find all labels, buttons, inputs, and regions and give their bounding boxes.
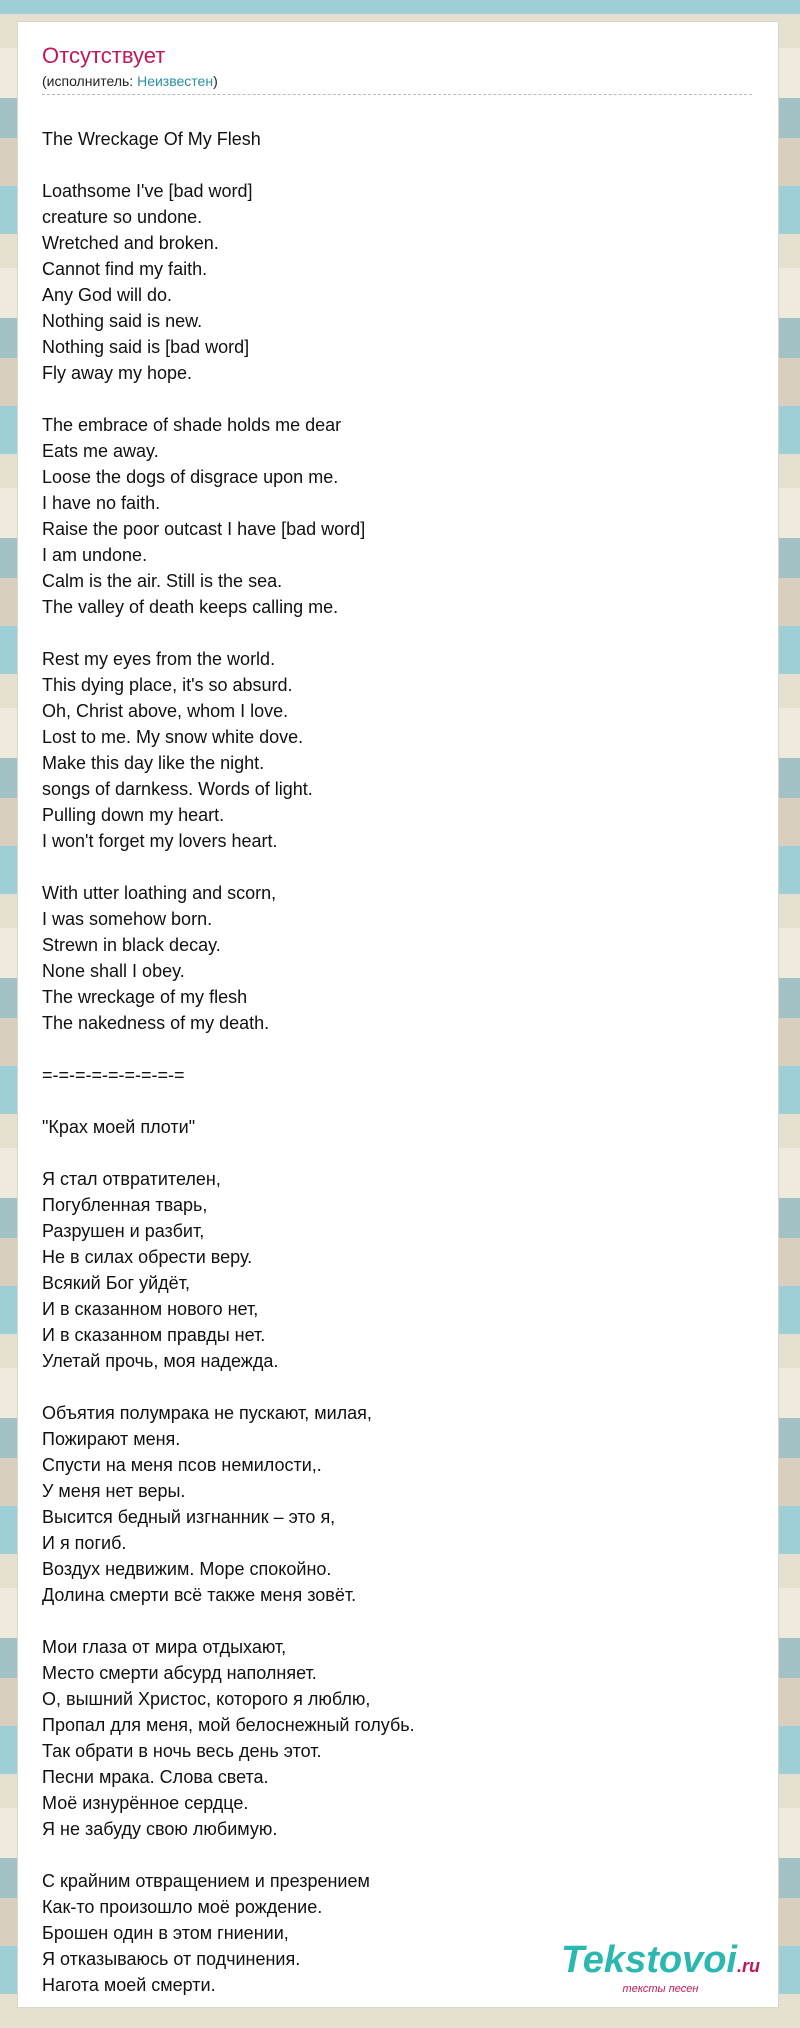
lyric-line: I am undone. [42, 545, 148, 565]
lyric-line: Cannot find my faith. [42, 259, 208, 279]
lyric-line: Разрушен и разбит, [42, 1221, 205, 1241]
lyric-line: "Крах моей плоти" [42, 1117, 196, 1137]
lyric-line: Calm is the air. Still is the sea. [42, 571, 283, 591]
lyric-line: Моё изнурённое сердце. [42, 1793, 249, 1813]
lyric-line: Как-то произошло моё рождение. [42, 1897, 323, 1917]
lyric-line: Улетай прочь, моя надежда. [42, 1351, 279, 1371]
lyric-line: Eats me away. [42, 441, 159, 461]
lyric-line: The Wreckage Of My Flesh [42, 129, 261, 149]
lyric-line: Брошен один в этом гниении, [42, 1923, 289, 1943]
lyric-line: Strewn in black decay. [42, 935, 221, 955]
lyric-line: Погубленная тварь, [42, 1195, 208, 1215]
lyric-line: Nothing said is [bad word] [42, 337, 250, 357]
lyric-line: Не в силах обрести веру. [42, 1247, 253, 1267]
lyric-line: С крайним отвращением и презрением [42, 1871, 370, 1891]
lyric-line: Loathsome I've [bad word] [42, 181, 253, 201]
lyric-line: Raise the poor outcast I have [bad word] [42, 519, 366, 539]
lyric-line [42, 620, 762, 646]
song-header [42, 42, 752, 95]
lyric-line: Oh, Christ above, whom I love. [42, 701, 289, 721]
lyric-line: Fly away my hope. [42, 363, 193, 383]
lyric-line [42, 854, 762, 880]
lyric-line: Высится бедный изгнанник – это я, [42, 1507, 336, 1527]
lyric-line: Пропал для меня, мой белоснежный голубь. [42, 1715, 415, 1735]
lyrics-text [42, 126, 762, 1998]
lyric-line: Я отказываюсь от подчинения. [42, 1949, 301, 1969]
lyric-line: The nakedness of my death. [42, 1013, 270, 1033]
lyric-line: I won't forget my lovers heart. [42, 831, 278, 851]
lyric-line: У меня нет веры. [42, 1481, 186, 1501]
lyric-line: Спусти на меня псов немилости,. [42, 1455, 322, 1475]
site-logo[interactable] [561, 1941, 760, 1995]
lyric-line: Нагота моей смерти. [42, 1975, 216, 1995]
lyric-line: With utter loathing and scorn, [42, 883, 277, 903]
lyric-line: songs of darnkess. Words of light. [42, 779, 313, 799]
lyric-line [42, 152, 762, 178]
lyric-line: The embrace of shade holds me dear [42, 415, 342, 435]
lyric-line: Lost to me. My snow white dove. [42, 727, 304, 747]
artist-link[interactable]: Неизвестен [137, 73, 214, 89]
lyric-line: Nothing said is new. [42, 311, 203, 331]
lyric-line: Пожирают меня. [42, 1429, 181, 1449]
lyric-line: =-=-=-=-=-=-=-=-= [42, 1065, 185, 1085]
lyric-line: Wretched and broken. [42, 233, 219, 253]
lyric-line: Pulling down my heart. [42, 805, 225, 825]
lyric-line [42, 1842, 762, 1868]
song-title: Отсутствует [42, 43, 166, 68]
lyric-line: Any God will do. [42, 285, 173, 305]
lyric-line: Всякий Бог уйдёт, [42, 1273, 190, 1293]
lyrics-card [18, 22, 778, 2007]
lyric-line [42, 1608, 762, 1634]
lyric-line: I have no faith. [42, 493, 161, 513]
logo-name: Tekstovoi [561, 1939, 737, 1981]
lyric-line: Rest my eyes from the world. [42, 649, 276, 669]
logo-tld: .ru [736, 1956, 760, 1976]
artist-byline [42, 72, 752, 95]
lyric-line: Место смерти абсурд наполняет. [42, 1663, 317, 1683]
byline-prefix: (исполнитель: [42, 73, 138, 89]
logo-wordmark [561, 1941, 760, 1985]
lyric-line: Я не забуду свою любимую. [42, 1819, 278, 1839]
lyric-line: О, вышний Христос, которого я люблю, [42, 1689, 371, 1709]
lyric-line: Песни мрака. Слова света. [42, 1767, 269, 1787]
byline-suffix: ) [213, 73, 218, 89]
lyric-line [42, 386, 762, 412]
lyric-line: Make this day like the night. [42, 753, 265, 773]
lyric-line: creature so undone. [42, 207, 203, 227]
lyric-line: Я стал отвратителен, [42, 1169, 221, 1189]
lyric-line [42, 1374, 762, 1400]
lyric-line [42, 1140, 762, 1166]
lyric-line: И в сказанном нового нет, [42, 1299, 259, 1319]
logo-tagline: тексты песен [622, 1983, 699, 1995]
lyric-line: The valley of death keeps calling me. [42, 597, 339, 617]
lyric-line: The wreckage of my flesh [42, 987, 248, 1007]
lyric-line: This dying place, it's so absurd. [42, 675, 293, 695]
lyric-line [42, 1088, 762, 1114]
lyric-line: И в сказанном правды нет. [42, 1325, 266, 1345]
lyric-line: И я погиб. [42, 1533, 127, 1553]
lyric-line: Так обрати в ночь весь день этот. [42, 1741, 322, 1761]
lyric-line: Воздух недвижим. Море спокойно. [42, 1559, 332, 1579]
lyric-line: Мои глаза от мира отдыхают, [42, 1637, 287, 1657]
lyric-line: Объятия полумрака не пускают, милая, [42, 1403, 372, 1423]
lyric-line: Loose the dogs of disgrace upon me. [42, 467, 339, 487]
lyric-line [42, 1036, 762, 1062]
lyric-line: I was somehow born. [42, 909, 213, 929]
lyric-line: Долина смерти всё также меня зовёт. [42, 1585, 357, 1605]
lyric-line: None shall I obey. [42, 961, 185, 981]
